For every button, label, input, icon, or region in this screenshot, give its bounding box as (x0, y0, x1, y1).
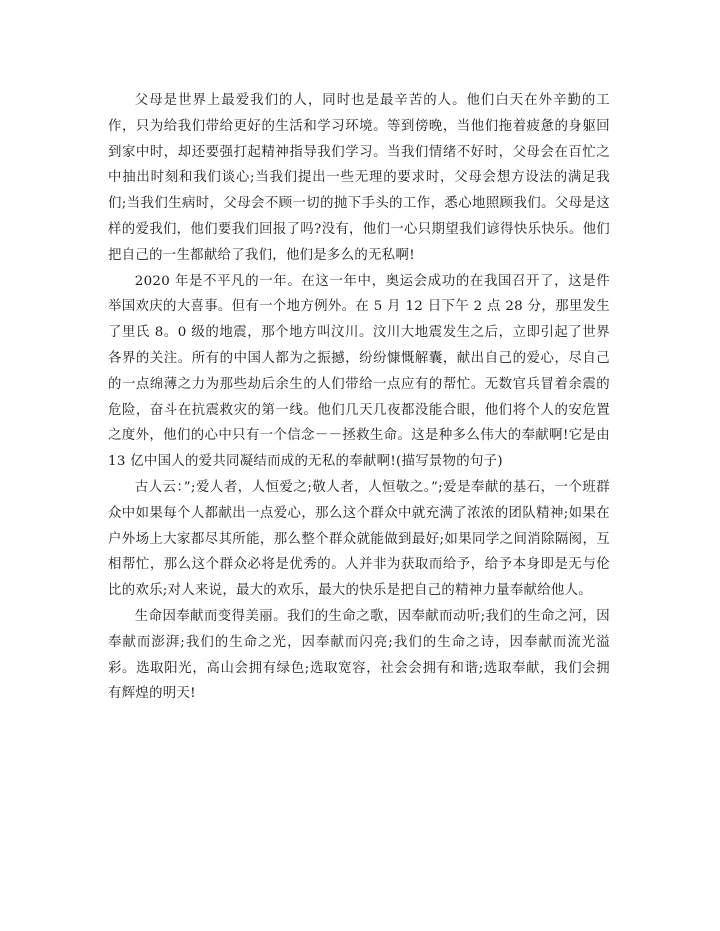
paragraph-parents-love: 父母是世界上最爱我们的人，同时也是最辛苦的人。他们白天在外辛勤的工作，只为给我们带给更好的生活和学习环境。等到傍晚，当他们拖着疲惫的身躯回到家中时，却还要强打起精神指导我们学习。当我们情绪不好时，父母会在百忙之中抽出时刻和我们谈心;当我们提出一些无理的要求时，父母会想方设法的满足我们;当我们生病时，父母会不顾一切的抛下手头的工作，悉心地照顾我们。父母是这样的爱我们，他们要我们回报了吗?没有，他们一心只期望我们谚得快乐快乐。他们把自己的一生都献给了我们，他们是多么的无私啊! (108, 93, 610, 263)
paragraph-love-foundation: 古人云：”;爱人者，人恒爱之;敬人者，人恒敬之。”;爱是奉献的基石，一个班群众中如果每个人都献出一点爱心，那么这个群众中就充满了浓浓的团队精神;如果在户外场上大家都尽其所能，那么整个群众就能做到最好;如果同学之间消除隔阂，互相帮忙，那么这个群众必将是优秀的。人并非为获取而给予，给予本身即是无与伦比的欢乐;对人来说，最大的欢乐，最大的快乐是把自己的精神力量奉献给他人。 (108, 479, 610, 599)
paragraph-life-dedication: 生命因奉献而变得美丽。我们的生命之歌，因奉献而动听;我们的生命之河，因奉献而澎湃;我们的生命之光，因奉献而闪亮;我们的生命之诗，因奉献而流光溢彩。选取阳光，高山会拥有绿色;选取宽容，社会会拥有和谐;选取奉献，我们会拥有辉煌的明天! (108, 608, 610, 702)
paragraph-wenchuan-earthquake: 2020 年是不平凡的一年。在这一年中，奥运会成功的在我国召开了，这是件举国欢庆的大喜事。但有一个地方例外。在 5 月 12 日下午 2 点 28 分，那里发生了里氏 8。0 级的地震，那个地方叫汶川。汶川大地震发生之后，立即引起了世界各界的关注。所有的中国人都为之振撼，纷纷慷慨解囊，献出自己的爱心，尽自己的一点绵薄之力为那些劫后余生的人们带给一点应有的帮忙。无数官兵冒着余震的危险，奋斗在抗震救灾的第一线。他们几天几夜都没能合眼，他们将个人的安危置之度外，他们的心中只有一个信念－－拯救生命。这是种多么伟大的奉献啊!它是由 13 亿中国人的爱共同凝结而成的无私的奉献啊!(描写景物的句子) (108, 273, 610, 470)
document-body (108, 88, 610, 707)
